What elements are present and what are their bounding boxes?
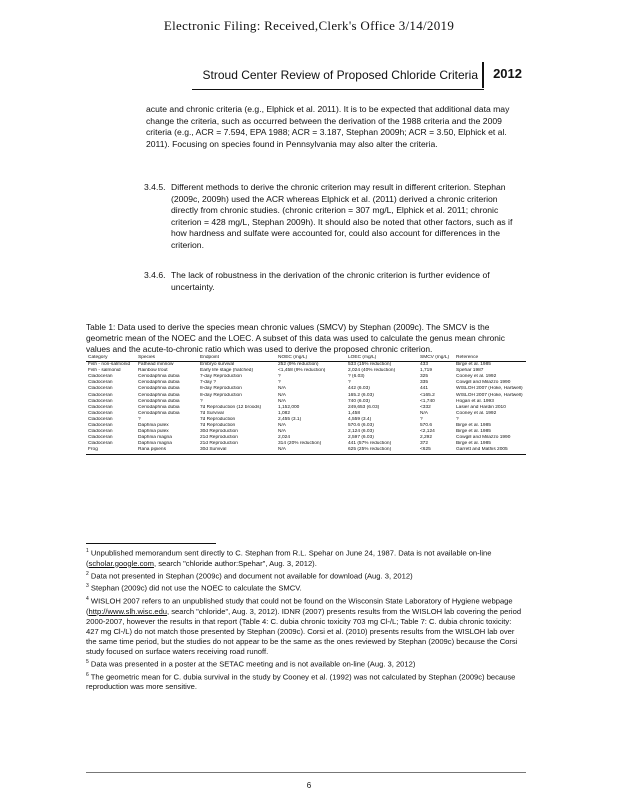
table-cell: 30d Reproduction	[200, 429, 238, 435]
table-cell: 372	[420, 441, 429, 447]
table-cell: 2,455 (3.1)	[278, 416, 302, 422]
table-cell: Cladoceran	[88, 423, 113, 429]
footnote-rule	[86, 543, 216, 544]
header-divider	[482, 62, 484, 88]
table-row	[86, 447, 526, 454]
table-cell: Cladoceran	[88, 404, 113, 410]
table-cell: 335	[420, 380, 429, 386]
table-cell: 570.6	[420, 423, 433, 429]
column-header: NOEC (mg/L)	[276, 355, 346, 362]
header-year: 2012	[493, 66, 522, 81]
section-number: 3.4.5.	[144, 182, 166, 192]
table-cell: Daphnia magna	[138, 441, 172, 447]
section-3-4-5	[146, 182, 518, 252]
header-rule	[192, 89, 484, 90]
table-cell: Cladoceran	[88, 441, 113, 447]
table-cell: 533 (15% reduction)	[348, 362, 392, 368]
table-cell: 4,559 (3.4)	[348, 416, 372, 422]
table-cell: Lasier and Hardin 2010	[456, 404, 506, 410]
table-cell: Cladoceran	[88, 416, 113, 422]
footnote-5: $^5$ Data was presented in a poster at the SETAC meeting and is not available on-line (Aug. 3, 2012)	[86, 659, 416, 669]
table-cell: 740 (6.03)	[348, 398, 370, 404]
bottom-rule	[86, 772, 526, 773]
table-cell: 7-day ?	[200, 380, 216, 386]
table-cell: 2,292	[420, 435, 433, 441]
table-cell: 1,082	[278, 410, 291, 416]
table-cell: Frog	[86, 447, 136, 454]
table-cell: 165.2 (6.03)	[348, 392, 374, 398]
page-header	[192, 66, 522, 86]
table-cell: N/A	[278, 429, 286, 435]
table-cell: Hogan et al. 1993	[456, 398, 494, 404]
table-cell: 21d Reproduction	[200, 435, 238, 441]
table-cell: ? (6.03)	[348, 374, 365, 380]
table-cell: ?	[200, 398, 203, 404]
table-cell: Spehar 1987	[456, 368, 484, 374]
paragraph-criteria-continuation: acute and chronic criteria (e.g., Elphick et al. 2011). It is to be expected that additional data may change the criteria, such as occurred between the derivation of the 1988 criteria and the 2009 criteria (e.g., ACR = 7.594, EPA 1988; ACR = 3.187, Stephan 2009h; ACR = 3.50, Elphick et al. 2011). Focusing on species found in Pennsylvania may also alter the criteria.	[146, 104, 510, 149]
table-cell: 442 (6.03)	[348, 386, 370, 392]
table-cell: 21d Reproduction	[200, 441, 238, 447]
table-cell: Daphnia magna	[138, 435, 172, 441]
footnote-2: $^2$ Data not presented in Stephan (2009c) and document not available for download (Aug. 3, 2012)	[86, 570, 413, 581]
table-cell: 325	[420, 374, 429, 380]
table-cell: Rana pipiens	[136, 447, 198, 454]
table-cell: Ceriodaphnia dubia	[138, 392, 180, 398]
table-cell: Fish - non-salmonid	[88, 362, 131, 368]
table-cell: Fathead minnow	[138, 362, 174, 368]
table-cell: Rainbow trout	[138, 368, 168, 374]
table-cell: <625	[418, 447, 454, 454]
table-cell: N/A	[276, 447, 346, 454]
table-cell: ?	[456, 416, 459, 422]
table-cell: N/A	[278, 423, 286, 429]
table-cell: 1,458	[348, 410, 361, 416]
table-cell: Cladoceran	[88, 386, 113, 392]
table-cell: 252 (9% reduction)	[278, 362, 319, 368]
section-3-4-6	[146, 270, 518, 293]
table-cell: Birge et al. 1985	[456, 441, 491, 447]
table-cell: 7d Reproduction (12 broods)	[200, 404, 262, 410]
table-cell: Ceriodaphnia dubia	[138, 398, 180, 404]
column-header: Species	[136, 355, 198, 362]
table-cell: Ceriodaphnia dubia	[138, 404, 180, 410]
table-caption: Table 1: Data used to derive the species mean chronic values (SMCV) by Stephan (2009c). The SMCV is the geometric mean of the NOEC and the LOEC. A subset of this data was used to calculate the genus mean chronic values and the acute-to-chronic ratio which was used to derive the proposed chronic criterion.	[86, 322, 505, 354]
table-cell: 8-day Reproduction	[200, 386, 242, 392]
footnote-6: $^6$ The geometric mean for C. dubia survival in the study by Cooney et al. (1992) was not calculated by Stephan (2009c) because reproduction was more sensitive.	[86, 671, 516, 692]
table-cell: 7d Reproduction	[200, 416, 236, 422]
table-cell: <2,124	[420, 429, 435, 435]
table-cell: Embryo survival	[200, 362, 235, 368]
column-header: LOEC (mg/L)	[346, 355, 418, 362]
table-cell: 1,152,000	[278, 404, 300, 410]
table-cell: Cooney et al. 1992	[456, 374, 497, 380]
table-cell: Ceriodaphnia dubia	[138, 374, 180, 380]
section-text: The lack of robustness in the derivation of the chronic criterion is further evidence of uncertainty.	[171, 270, 490, 292]
table-cell: Daphnia pulex	[138, 423, 169, 429]
table-cell: ?	[420, 416, 423, 422]
table-cell: ?	[348, 380, 351, 386]
table-cell: <332	[420, 404, 431, 410]
table-cell: <165.2	[420, 392, 435, 398]
table-cell: Ceriodaphnia dubia	[138, 380, 180, 386]
table-cell: Cowgill and Milazzo 1990	[456, 380, 511, 386]
table-cell: 7d Survival	[200, 410, 224, 416]
table-cell: 7d Reproduction	[200, 423, 236, 429]
table-cell: 433	[420, 362, 429, 368]
table-cell: ?	[278, 374, 281, 380]
header-title: Stroud Center Review of Proposed Chloride Criteria	[202, 68, 478, 82]
table-cell: 2,124 (6.03)	[348, 429, 374, 435]
footnote-1: $^1$ Unpublished memorandum sent directly to C. Stephan from R.L. Spehar on June 24, 1987. Data is not available on-line (scholar.google.com, search "chloride author:Spehar", Aug. 3, 2012).	[86, 548, 492, 568]
table-cell: <1,458 (9% reduction)	[278, 368, 326, 374]
table-cell: 2,597 (6.03)	[348, 435, 374, 441]
table-cell: 2,024 (40% reduction)	[348, 368, 396, 374]
page-number: 6	[306, 781, 312, 790]
column-header: Category	[86, 355, 136, 362]
table-cell: Fish - salmonid	[88, 368, 121, 374]
table-cell: 441 (57% reduction)	[348, 441, 392, 447]
table-cell: Cladoceran	[88, 392, 113, 398]
table-cell: Ceriodaphnia dubia	[138, 410, 180, 416]
table-cell: <1,740	[420, 398, 435, 404]
table-cell: 8-day Reproduction	[200, 392, 242, 398]
column-header: Reference	[454, 355, 526, 362]
table-cell: ?	[278, 380, 281, 386]
table-cell: Birge et al. 1985	[456, 423, 491, 429]
table-header-row	[86, 355, 526, 362]
table-cell: 625 (25% reduction)	[346, 447, 418, 454]
section-text: Different methods to derive the chronic criterion may result in different criterion. Stephan (2009c, 2009h) used the ACR whereas Elphick et al. (2011) derived a chronic criterion directly from chronic studies. (chronic criterion = 307 mg/L, Elphick et al. 2011; chronic criterion = 428 mg/L, Stephan 2009h). It should also be noted that other factors, such as if how hardness and sulfate were accounted for, could also account for differences in the criterion.	[171, 182, 513, 250]
table-cell: 2,024	[278, 435, 291, 441]
filing-stamp: Electronic Filing: Received,Clerk's Office 3/14/2019	[163, 18, 455, 33]
table-cell: N/A	[278, 386, 286, 392]
table-cell: Ceriodaphnia dubia	[138, 386, 180, 392]
table-cell: Early life stage (hatched)	[200, 368, 254, 374]
footnote-4: $^4$ WISLOH 2007 refers to an unpublished study that could not be found on the Wisconsin State Laboratory of Hygiene webpage (http://www.slh.wisc.edu, search "chloride", Aug. 3, 2012). IDNR (2007) presents results from the WISLOH lab covering the period 2000-2007, however the results in that report (Table 4: C. dubia chronic toxicity 703 mg Cl-/L; Table 7: C. dubia chronic toxicity: 427 mg Cl-/L) do not match those presented by Stephan (2009c). Corsi et al. (2010) presents results from the WISLOH lab over the same time period, but the studies do not appear to be the same as the ones reviewed by Stephan (2009c) because the Corsi study focused on surface waters receiving road runoff.	[86, 595, 522, 656]
section-number: 3.4.6.	[144, 270, 166, 280]
table-cell: ?	[138, 416, 141, 422]
table-cell: 1,719	[420, 368, 433, 374]
table-cell: Garrett and Mathis 2005	[454, 447, 526, 454]
table-cell: Daphnia pulex	[138, 429, 169, 435]
table-cell: WISLOH 2007 (Hoke, Hartwell)	[456, 392, 523, 398]
table-cell: Cladoceran	[88, 398, 113, 404]
table-cell: WISLOH 2007 (Hoke, Hartwell)	[456, 386, 523, 392]
table-cell: Cowgill and Milazzo 1990	[456, 435, 511, 441]
data-table	[86, 355, 526, 455]
table-cell: Birge et al. 1985	[456, 429, 491, 435]
table-cell: N/A	[278, 398, 286, 404]
footnote-link[interactable]: scholar.google.com	[88, 558, 154, 568]
table-cell: Cladoceran	[88, 429, 113, 435]
column-header: Endpoint	[198, 355, 276, 362]
table-cell: Birge et al. 1985	[456, 362, 491, 368]
column-header: SMCV (mg/L)	[418, 355, 454, 362]
table-cell: 7-day Reproduction	[200, 374, 242, 380]
table-cell: 314 (20% reduction)	[278, 441, 322, 447]
footnote-link[interactable]: http://www.slh.wisc.edu	[88, 606, 168, 616]
table-cell: Cladoceran	[88, 380, 113, 386]
table-row	[86, 362, 526, 369]
table-cell: 570.6 (6.03)	[348, 423, 374, 429]
footnote-3: $^3$ Stephan (2009c) did not use the NOEC to calculate the SMCV.	[86, 583, 302, 593]
footnotes	[86, 546, 526, 692]
table-cell: Cladoceran	[88, 435, 113, 441]
table-cell: 249,653 (6.03)	[348, 404, 380, 410]
table-cell: 30d Survival	[198, 447, 276, 454]
table-cell: 441	[420, 386, 429, 392]
table-cell: Cladoceran	[88, 374, 113, 380]
table-cell: Cooney et al. 1992	[456, 410, 497, 416]
table-cell: Cladoceran	[88, 410, 113, 416]
table-cell: N/A	[278, 392, 286, 398]
table-cell: N/A	[420, 410, 428, 416]
